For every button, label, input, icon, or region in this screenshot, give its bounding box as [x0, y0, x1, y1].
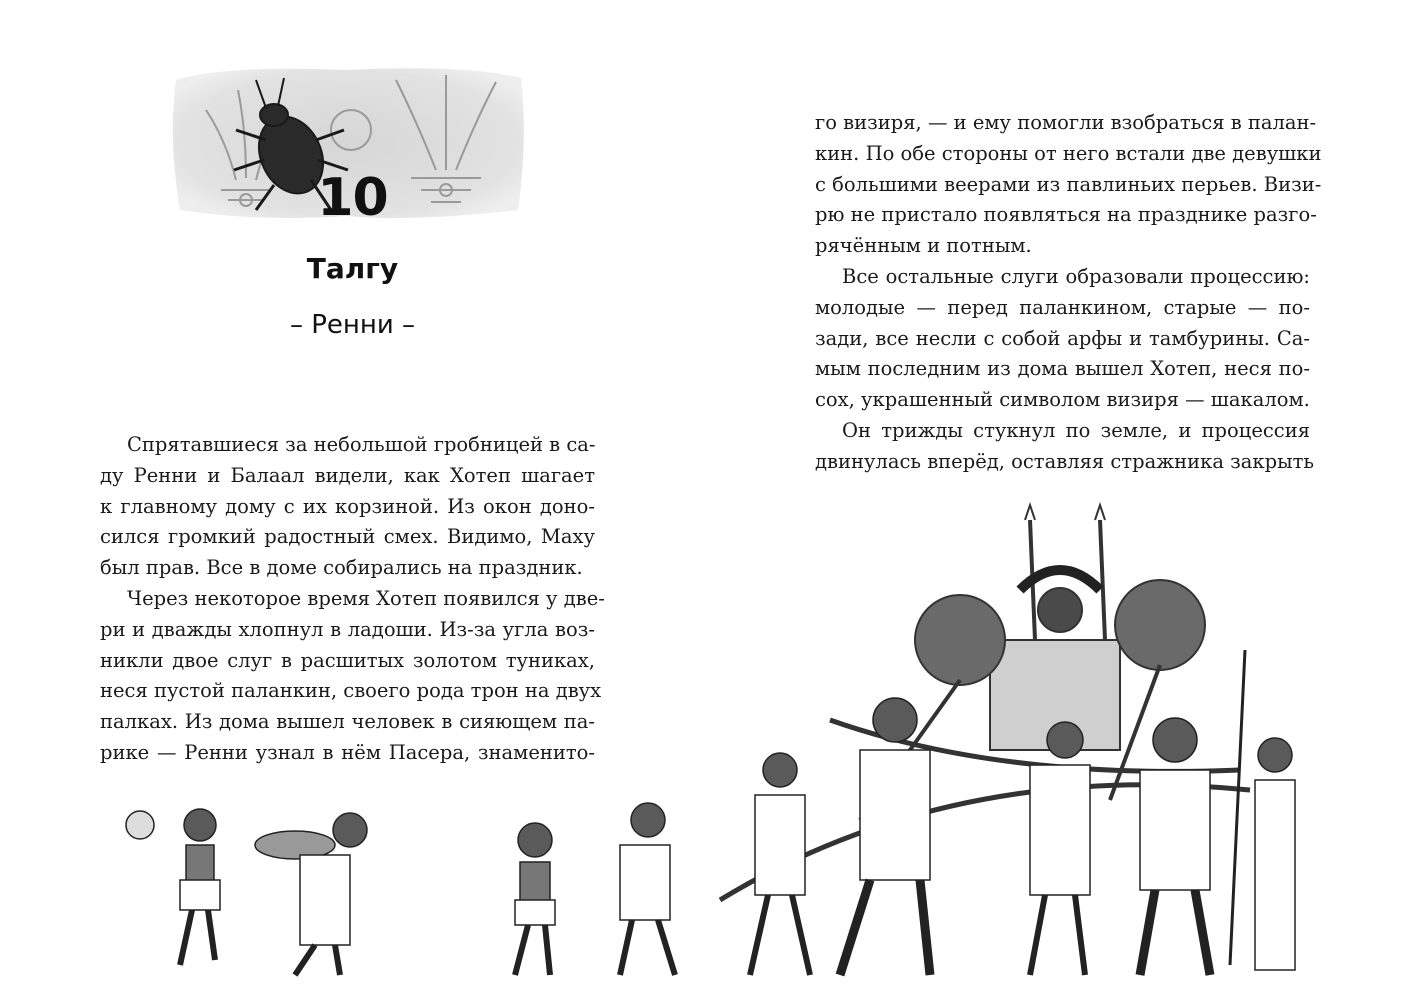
text-line: сох, украшенный символом визиря — шакалом. [815, 388, 1310, 412]
text-line: Он трижды стукнул по земле, и процессия [842, 418, 1310, 442]
text-line: Все остальные слуги образовали процессию: [842, 264, 1310, 288]
text-line: мым последним из дома вышел Хотеп, неся по- [815, 357, 1310, 381]
text-line: ри и дважды хлопнул в ладоши. Из-за угла воз- [100, 617, 595, 641]
text-line: Через некоторое время Хотеп появился у две- [127, 586, 605, 610]
text-line: кин. По обе стороны от него встали две девушки [815, 141, 1322, 165]
text-line: рике — Ренни узнал в нём Пасера, знаменито- [100, 740, 595, 764]
text-line: с большими веерами из павлиньих перьев. Визи- [815, 172, 1322, 196]
text-line: был прав. Все в доме собирались на праздник. [100, 556, 583, 580]
text-line: неся пустой паланкин, своего рода трон на двух [100, 679, 602, 703]
text-line: к главному дому с их корзиной. Из окон доно- [100, 494, 595, 518]
left-page-text [100, 430, 605, 769]
text-line: сился громкий радостный смех. Видимо, Маху [100, 525, 595, 549]
right-page-text [815, 108, 1322, 478]
text-line: Спрятавшиеся за небольшой гробницей в са- [127, 433, 596, 456]
chapter-title: Талгу [306, 252, 399, 285]
text-line: го визиря, — и ему помогли взобраться в палан- [815, 111, 1317, 134]
chapter-number: 10 [317, 168, 388, 228]
text-line: зади, все несли с собой арфы и тамбурины. Са- [815, 326, 1310, 350]
text-line: рячённым и потным. [815, 234, 1032, 258]
text-line: палках. Из дома вышел человек в сияющем па- [100, 710, 595, 734]
text-line: никли двое слуг в расшитых золотом туниках, [100, 648, 595, 672]
text-line: молодые — перед паланкином, старые — по- [815, 295, 1310, 319]
text-line: рю не пристало появляться на празднике разго- [815, 203, 1317, 227]
chapter-pov-subtitle: – Ренни – [289, 310, 416, 340]
text-line: двинулась вперёд, оставляя стражника закрыть [815, 449, 1315, 473]
text-line: ду Ренни и Балаал видели, как Хотеп шагает [100, 463, 595, 487]
